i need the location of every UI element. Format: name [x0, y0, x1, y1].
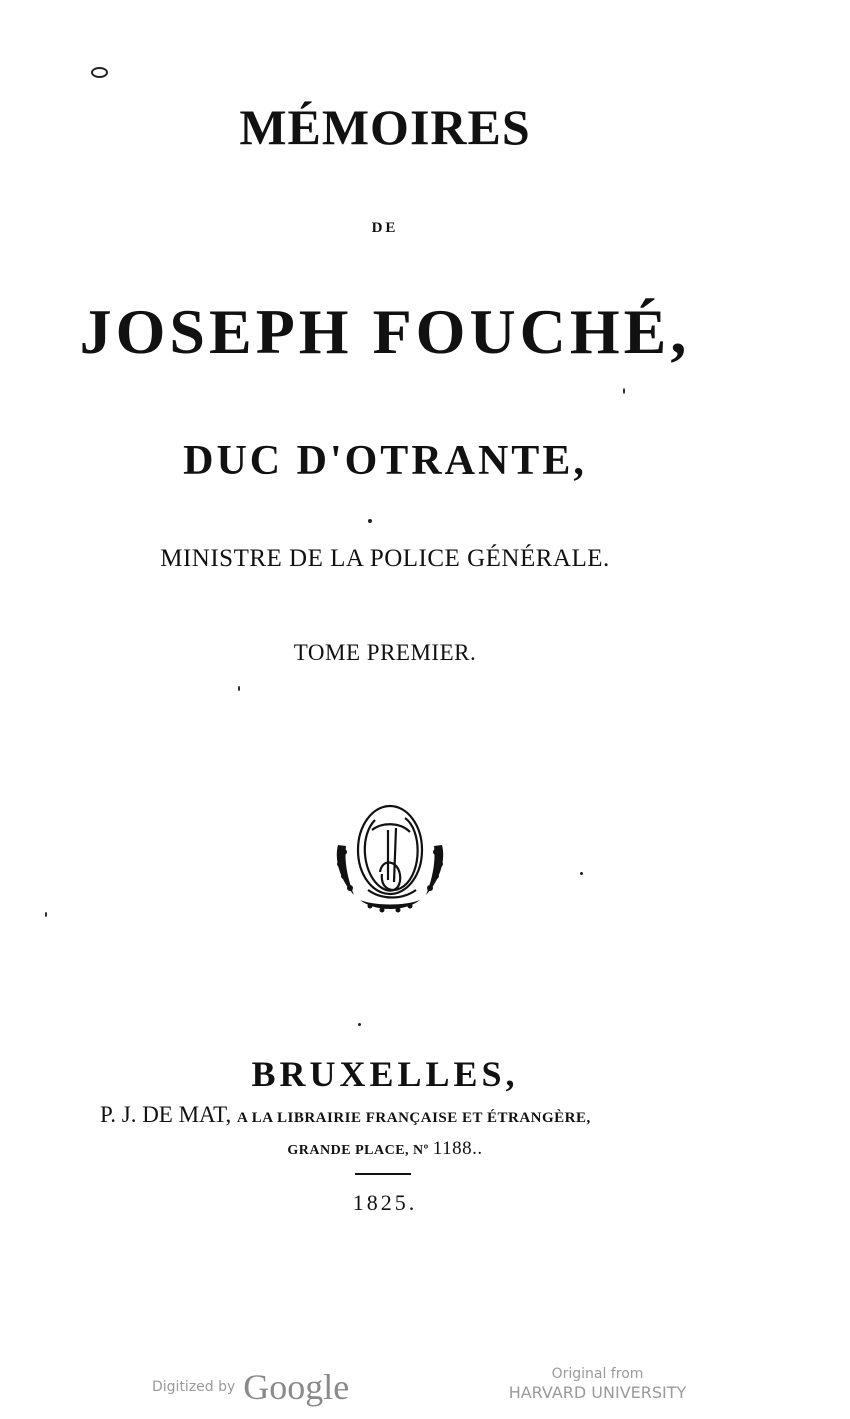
imprint-year: 1825.: [352, 1190, 418, 1215]
book-title: MÉMOIRES: [239, 99, 531, 155]
preposition: DE: [371, 220, 399, 236]
publisher-shop: A LA LIBRAIRIE FRANÇAISE ET ÉTRANGÈRE,: [236, 1110, 591, 1126]
author-office: MINISTRE DE LA POLICE GÉNÉRALE.: [160, 545, 610, 572]
ink-speck: [623, 388, 625, 394]
divider-rule: [355, 1173, 411, 1175]
digitized-by-watermark: [152, 1366, 349, 1408]
address-number: 1188..: [432, 1138, 483, 1159]
imprint-address: [0, 1138, 770, 1160]
imprint-publisher: [100, 1102, 591, 1128]
ink-speck: [358, 1023, 361, 1026]
imprint-city: BRUXELLES,: [251, 1054, 519, 1094]
ink-speck: [580, 872, 583, 875]
monogram-wreath-icon: [330, 800, 450, 918]
institution-name: HARVARD UNIVERSITY: [508, 1383, 687, 1402]
address-street: GRANDE PLACE, Nº: [287, 1143, 429, 1158]
author-title: DUC D'OTRANTE,: [183, 438, 587, 484]
ink-speck: [45, 912, 47, 917]
google-logo: Google: [243, 1367, 350, 1407]
volume-label: TOME PREMIER.: [293, 640, 477, 665]
ink-speck: [238, 686, 240, 691]
author-name: JOSEPH FOUCHÉ,: [79, 296, 691, 367]
publisher-name: P. J. DE MAT,: [100, 1102, 232, 1127]
digitized-label: Digitized by: [152, 1379, 236, 1395]
source-watermark: [500, 1366, 695, 1402]
ink-speck: [368, 519, 372, 523]
ink-speck: [91, 67, 108, 78]
original-from-label: Original from: [551, 1366, 644, 1382]
